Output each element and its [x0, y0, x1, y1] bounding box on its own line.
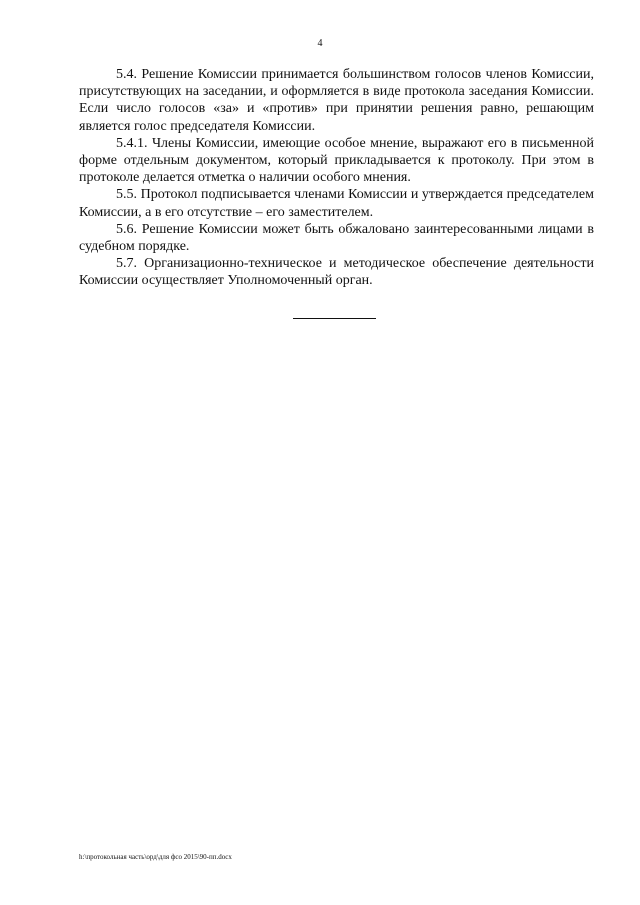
paragraph-5-4-1: 5.4.1. Члены Комиссии, имеющие особое мнение, выражают его в письменной форме отдельным документом, который прикладывается к протоколу. При этом в протоколе делается отметка о наличии особого мнения. — [79, 135, 594, 186]
paragraph-5-7: 5.7. Организационно-техническое и методическое обеспечение деятельности Комиссии осуществляет Уполномоченный орган. — [79, 256, 594, 289]
page-number: 4 — [317, 38, 323, 49]
footer-file-path: h:\протокольная часть\орд\для фсо 2015\90-пп.docx — [79, 853, 232, 861]
document-body — [79, 66, 594, 290]
paragraph-5-6: 5.6. Решение Комиссии может быть обжаловано заинтересованными лицами в судебном порядке. — [79, 221, 594, 255]
paragraph-5-4: 5.4. Решение Комиссии принимается большинством голосов членов Комиссии, присутствующих на заседании, и оформляется в виде протокола заседания Комиссии. Если число голосов «за» и «против» при принятии решения равно, решающим является голос председателя Комиссии. — [79, 67, 594, 134]
paragraph-5-5: 5.5. Протокол подписывается членами Комиссии и утверждается председателем Комиссии, а в его отсутствие – его заместителем. — [79, 187, 594, 220]
closing-divider — [293, 318, 376, 319]
